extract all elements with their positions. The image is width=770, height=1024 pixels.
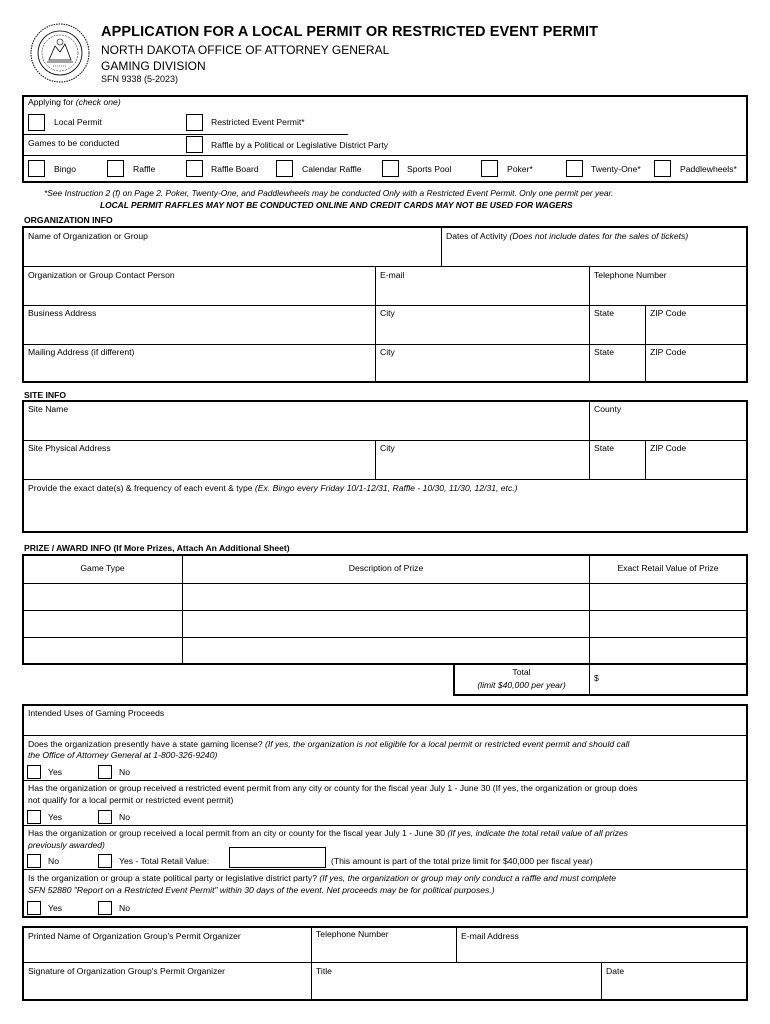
instruction-note: *See Instruction 2 (f) on Page 2. Poker, Twenty-One, and Paddlewheels may be conducted Only with a Restricted Event Permit. Only one permit per year. [44,188,614,198]
q2-text: Has the organization or group received a restricted event permit from any city or county for the fiscal year July 1 - June 30 (If yes, the organization or group does [28,783,638,793]
contact-label: Organization or Group Contact Person [28,270,175,280]
q1-yes-checkbox[interactable] [27,765,41,779]
restricted-permit-checkbox[interactable] [186,114,203,131]
form-number: SFN 9338 (5-2023) [101,74,179,84]
form-title: APPLICATION FOR A LOCAL PERMIT OR RESTRICTED EVENT PERMIT [101,24,599,40]
sports-pool-label: Sports Pool [407,164,452,174]
printed-name-label: Printed Name of Organization Group's Permit Organizer [28,931,241,941]
sign-date-label: Date [606,966,625,976]
raffle-political-label: Raffle by a Political or Legislative District Party [211,140,389,150]
mailing-city-label: City [380,347,395,357]
email-label: E-mail [380,270,405,280]
q4-no-label: No [119,903,130,913]
local-permit-label: Local Permit [54,117,102,127]
q2-yes-label: Yes [48,812,63,822]
q2-text-2: not qualify for a local permit or restricted event permit) [28,795,234,805]
site-section-title: SITE INFO [24,390,67,400]
bingo-label: Bingo [54,164,76,174]
q4-yes-label: Yes [48,903,63,913]
raffle-label: Raffle [133,164,156,174]
q4-yes-checkbox[interactable] [27,901,41,915]
site-city-label: City [380,443,395,453]
calendar-raffle-label: Calendar Raffle [302,164,362,174]
q1-no-checkbox[interactable] [98,765,112,779]
q3-no-checkbox[interactable] [27,854,41,868]
col-game-type: Game Type [80,563,125,573]
poker-label: Poker* [507,164,533,174]
business-zip-label: ZIP Code [650,308,687,318]
state-seal-icon [29,22,91,84]
mailing-address-label: Mailing Address (if different) [28,347,135,357]
county-label: County [594,404,622,414]
site-address-label: Site Physical Address [28,443,111,453]
warning-note: LOCAL PERMIT RAFFLES MAY NOT BE CONDUCTED ONLINE AND CREDIT CARDS MAY NOT BE USED FOR WAGERS [100,200,573,210]
sign-email-label: E-mail Address [461,931,519,941]
dates-activity-label: Dates of Activity (Does not include dates for the sales of tickets) [446,231,689,241]
q4-text-2: SFN 52880 "Report on a Restricted Event Permit" within 30 days of the event. Net proceeds may be for political purposes.) [28,885,495,895]
mailing-zip-label: ZIP Code [650,347,687,357]
site-zip-label: ZIP Code [650,443,687,453]
q3-yes-total-label: Yes - Total Retail Value: [119,856,210,866]
site-state-label: State [594,443,615,453]
paddlewheels-checkbox[interactable] [654,160,671,177]
raffle-checkbox[interactable] [107,160,124,177]
org-section-title: ORGANIZATION INFO [24,215,113,225]
uses-label: Intended Uses of Gaming Proceeds [28,708,165,718]
applying-label: Applying for (check one) [28,97,121,107]
total-dollar: $ [594,673,599,683]
mailing-state-label: State [594,347,615,357]
q4-text: Is the organization or group a state political party or legislative district party? (If yes, the organization or group may only conduct a raffle and must complete [28,873,617,883]
q3-text-2: previously awarded) [28,840,105,850]
total-limit-label: (limit $40,000 per year) [477,680,566,690]
q2-yes-checkbox[interactable] [27,810,41,824]
division-name: GAMING DIVISION [101,59,206,73]
bingo-checkbox[interactable] [28,160,45,177]
sign-title-label: Title [316,966,332,976]
site-name-label: Site Name [28,404,69,414]
business-city-label: City [380,308,395,318]
local-permit-checkbox[interactable] [28,114,45,131]
poker-checkbox[interactable] [481,160,498,177]
q4-no-checkbox[interactable] [98,901,112,915]
q2-no-checkbox[interactable] [98,810,112,824]
q1-text-2: the Office of Attorney General at 1-800-326-9240) [28,750,218,760]
q1-text: Does the organization presently have a state gaming license? (If yes, the organization is not eligible for a local permit or restricted event permit and should call [28,739,630,749]
q3-yes-checkbox[interactable] [98,854,112,868]
calendar-raffle-checkbox[interactable] [276,160,293,177]
q1-no-label: No [119,767,130,777]
twenty-one-label: Twenty-One* [591,164,641,174]
raffle-board-checkbox[interactable] [186,160,203,177]
event-dates-label: Provide the exact date(s) & frequency of each event & type (Ex. Bingo every Friday 10/1-12/31, Raffle - 10/30, 11/30, 12/31, etc.) [28,483,518,493]
games-label: Games to be conducted [28,138,120,148]
sign-phone-label: Telephone Number [316,929,389,939]
q3-note: (This amount is part of the total prize limit for $40,000 per fiscal year) [331,856,593,866]
q2-no-label: No [119,812,130,822]
twenty-one-checkbox[interactable] [566,160,583,177]
business-state-label: State [594,308,615,318]
total-label: Total [512,667,531,677]
paddlewheels-label: Paddlewheels* [680,164,737,174]
phone-label: Telephone Number [594,270,667,280]
signature-label: Signature of Organization Group's Permit Organizer [28,966,226,976]
q3-text: Has the organization or group received a local permit from an city or county for the fiscal year July 1 - June 30 (If yes, indicate the total retail value of all prizes [28,828,628,838]
prize-section-title: PRIZE / AWARD INFO (If More Prizes, Attach An Additional Sheet) [24,543,290,553]
total-retail-value-input[interactable] [229,847,326,868]
q1-yes-label: Yes [48,767,63,777]
org-name-label: Name of Organization or Group [28,231,148,241]
raffle-board-label: Raffle Board [211,164,259,174]
raffle-political-checkbox[interactable] [186,136,203,153]
office-name: NORTH DAKOTA OFFICE OF ATTORNEY GENERAL [101,43,390,57]
col-retail-value: Exact Retail Value of Prize [617,563,719,573]
q3-no-label: No [48,856,59,866]
restricted-permit-label: Restricted Event Permit* [211,117,305,127]
site-section [22,400,748,533]
col-description: Description of Prize [348,563,424,573]
sports-pool-checkbox[interactable] [382,160,399,177]
business-address-label: Business Address [28,308,97,318]
